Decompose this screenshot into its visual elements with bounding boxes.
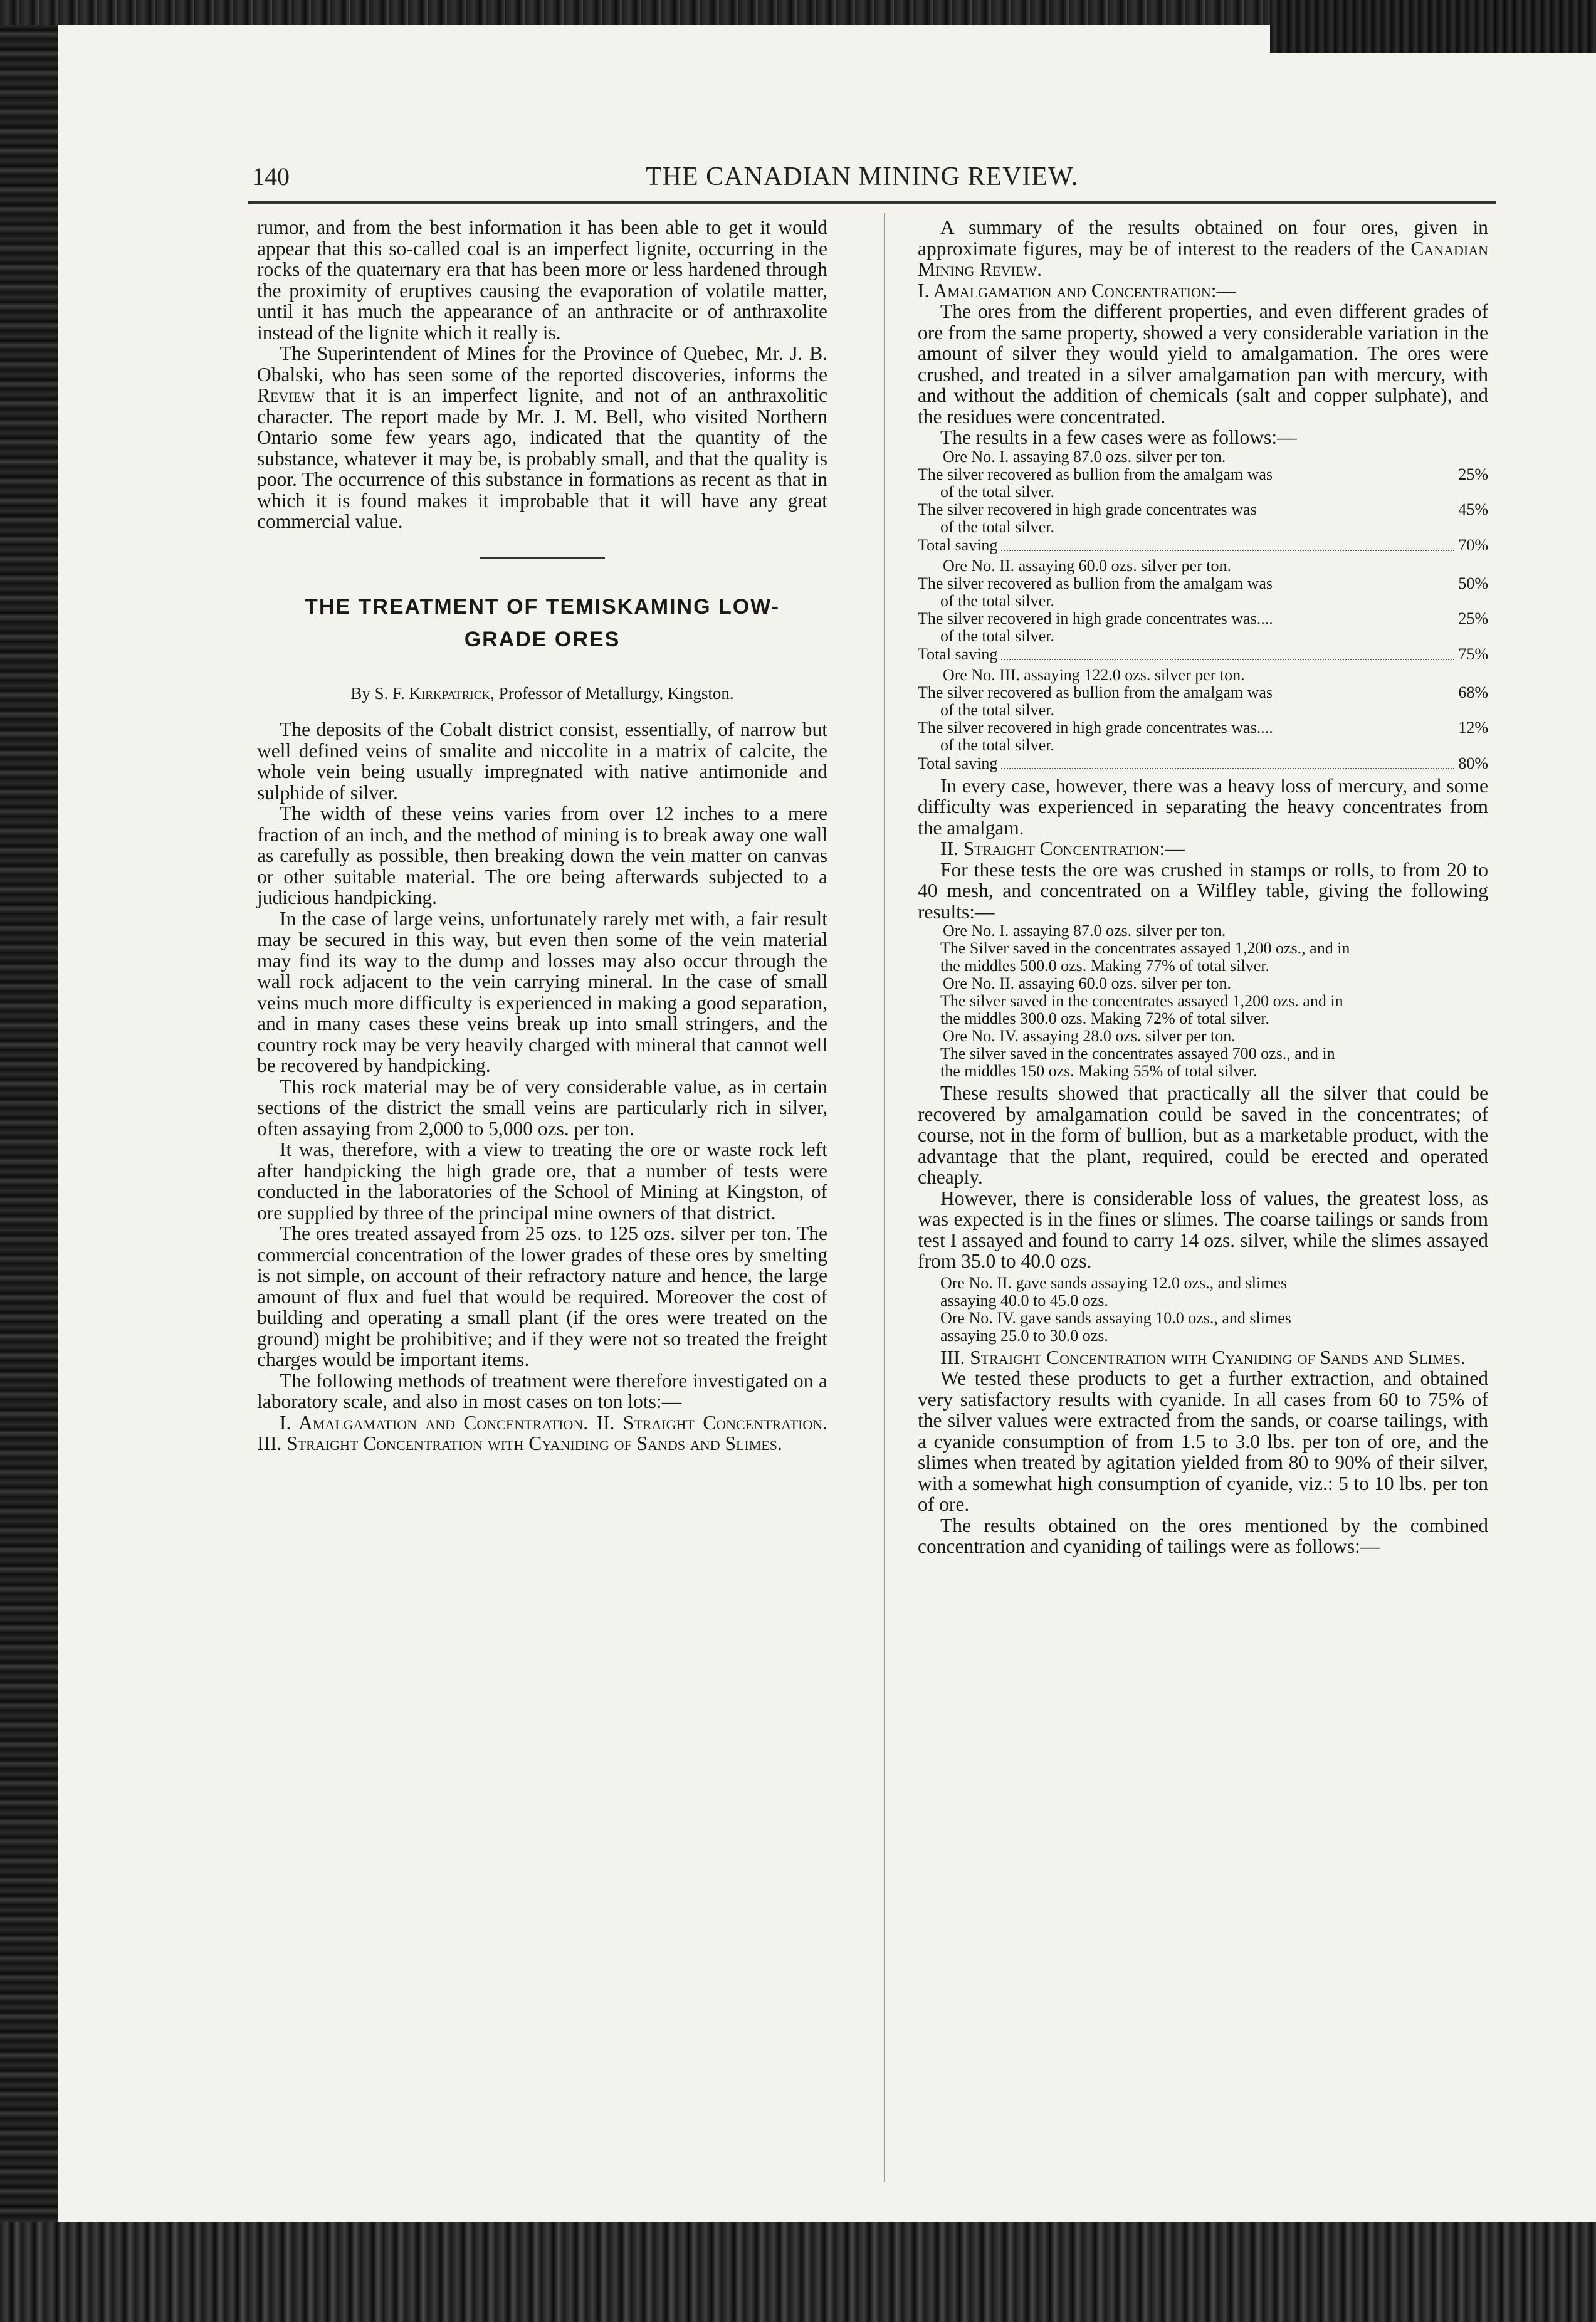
total-saving-percent: 80% [1458,754,1488,772]
of-total-text: of the total silver. [940,591,1054,610]
ore-heading: Ore No. II. assaying 60.0 ozs. silver per ton. [943,556,1231,575]
dot-leader [1001,754,1454,769]
byline-rest: , Professor of Metallurgy, Kingston. [490,683,734,703]
intro-after: . [1037,258,1042,280]
paragraph-section-3: We tested these products to get a further extraction, and obtained very satisfactory results with cyanide. In all cases from 60 to 75% of the silver values were extracted from the sands, or coarse tailings, with a cyanide consumption of from 1.5 to 3.0 lbs. per ton of ore, and the slimes when treated by agitation yielded from 80 to 90% of their silver, with a somewhat high consumption of cyanide, viz.: 5 to 10 lbs. per ton of ore. [918,1367,1488,1515]
paragraph-vein-width: The width of these veins varies from over 12 inches to a mere fraction of an inch, and the method of mining is to break away one wall as carefully as possible, then breaking down the vein matter on canvas or other suitable material. The ore being afterwards subjected to a judicious handpicking. [257,802,827,908]
scan-edge-left [0,0,58,2322]
note-line: Ore No. IV. gave sands assaying 10.0 ozs., and slimes [940,1308,1291,1327]
ore-heading: Ore No. III. assaying 122.0 ozs. silver per ton. [943,665,1245,684]
paragraph-combined-results: The results obtained on the ores mentioned by the combined concentration and cyaniding of tailings were as follows:— [918,1514,1488,1557]
note-line: assaying 25.0 to 30.0 ozs. [940,1326,1108,1345]
total-saving-row [918,536,1488,555]
section-3-heading: III. Straight Concentration with Cyaniding of Sands and Slimes. [940,1346,1466,1369]
scan-edge-bottom [0,2222,1596,2322]
result-line: the middles 300.0 ozs. Making 72% of total silver. [940,1009,1269,1027]
concentrates-row [918,610,1488,628]
byline-name: Kirkpatrick [409,683,491,703]
paragraph-tests: It was, therefore, with a view to treating the ore or waste rock left after handpicking the high grade ore, that a number of tests were conducted in the laboratories of the School of Mining at Kingston, of ore supplied by three of the principal mine owners of that district. [257,1138,827,1224]
paragraph-summary [918,217,1488,280]
result-line: The silver saved in the concentrates assayed 1,200 ozs. and in [940,992,1343,1010]
paragraph-coal-rumor: rumor, and from the best information it has been able to get it would appear that this so-called coal is an imperfect lignite, occurring in the rocks of the quaternary era that has been more or less hardened through the proximity of eruptives causing the evaporation of volatile matter, until it has much the appearance of an anthracite or of anthraxolite instead of the lignite which it really is. [257,216,827,344]
intro-before: A summary of the results obtained on four ores, given in approximate figures, may be of interest to the readers of the [918,216,1488,260]
concentrates-text: The silver recovered in high grade concentrates was.... [918,609,1273,628]
of-total-text: of the total silver. [940,735,1054,754]
bullion-percent: 25% [1458,465,1488,483]
byline-by: By S. F. [350,683,405,703]
result-line: the middles 150 ozs. Making 55% of total silver. [940,1062,1257,1080]
ore-result-block [918,557,1488,664]
article-title [257,591,827,656]
p2-after: that it is an imperfect lignite, and not of an anthraxolitic character. The report made by Mr. J. M. Bell, who visited Northern Ontario some few years ago, indicated that the quantity of the substance, whatever it may be, is probably small, and that the quality is poor. The occurrence of this substance in formations as recent as that in which it is found makes it improbable that it will have any great commercial value. [257,384,828,532]
dot-leader [1001,536,1454,551]
result-line: The Silver saved in the concentrates assayed 1,200 ozs., and in [940,939,1350,957]
paragraph-deposits: The deposits of the Cobalt district consist, essentially, of narrow but well defined veins of smalite and niccolite in a matrix of calcite, the whole vein being usually impregnated with native antimonide and sulphide of silver. [257,718,827,804]
bullion-row [918,575,1488,592]
paragraph-methods-list: I. Amalgamation and Concentration. II. Straight Concentration. III. Straight Concentration with Cyaniding of Sands and Slimes. [257,1411,827,1454]
total-saving-row [918,754,1488,773]
result-line: The silver saved in the concentrates assayed 700 ozs., and in [940,1044,1335,1063]
concentrates-percent: 45% [1458,500,1488,518]
paragraph-results-intro: The results in a few cases were as follows:— [940,426,1297,448]
total-saving-percent: 75% [1458,644,1488,663]
concentrates-percent: 12% [1458,718,1488,737]
section-1-heading: I. Amalgamation and Concentration:— [918,279,1237,302]
concentrates-text: The silver recovered in high grade concentrates was [918,500,1257,518]
of-total-text: of the total silver. [940,482,1054,501]
header-rule [248,201,1496,204]
left-column [257,217,827,1454]
paragraph-rock-material: This rock material may be of very considerable value, as in certain sections of the district the small veins are particularly rich in silver, often assaying from 2,000 to 5,000 ozs. per ton. [257,1075,827,1140]
article-title-line-2: GRADE ORES [464,627,621,651]
paragraph-section-2: For these tests the ore was crushed in stamps or rolls, to from 20 to 40 mesh, and concentrated on a Wilfley table, giving the following results:— [918,858,1488,923]
total-saving-label: Total saving [918,535,998,554]
bullion-percent: 68% [1458,683,1488,701]
bullion-row [918,684,1488,701]
total-saving-row [918,645,1488,664]
scan-edge-top-right [1270,0,1596,53]
note-line: assaying 40.0 to 45.0 ozs. [940,1291,1108,1310]
paragraph-large-veins: In the case of large veins, unfortunately rarely met with, a fair result may be secured in this way, but even then some of the vein material may find its way to the dump and losses may also occur through the wall rock adjacent to the vein carrying mineral. In the case of small veins much more difficulty is experienced in making a good separation, and in many cases these veins break up into small stringers, and the country rock may be very heavily charged with mineral that cannot well be recovered by handpicking. [257,907,827,1076]
concentrates-row [918,501,1488,518]
paragraph-loss-of-values: However, there is considerable loss of values, the greatest loss, as was expected is in the fines or slimes. The coarse tailings or sands from test I assayed and found to carry 14 ozs. silver, while the slimes assayed from 35.0 to 40.0 ozs. [918,1187,1488,1272]
ore-heading: Ore No. I. assaying 87.0 ozs. silver per ton. [943,922,1226,940]
of-total-text: of the total silver. [940,517,1054,536]
note-line: Ore No. II. gave sands assaying 12.0 ozs., and slimes [940,1273,1288,1292]
paragraph-methods-intro: The following methods of treatment were therefore investigated on a laboratory scale, and also in most cases on ton lots:— [257,1369,827,1412]
concentrates-row [918,719,1488,737]
bullion-text: The silver recovered as bullion from the amalgam was [918,574,1273,592]
of-total-text: of the total silver. [940,700,1054,719]
paragraph-mercury-loss: In every case, however, there was a heavy loss of mercury, and some difficulty was experienced in separating the heavy concentrates from the amalgam. [918,774,1488,839]
dot-leader [1001,645,1454,660]
bullion-text: The silver recovered as bullion from the amalgam was [918,465,1273,483]
bullion-percent: 50% [1458,574,1488,592]
ore-result-block [918,448,1488,555]
column-rule [884,213,885,2182]
bullion-row [918,466,1488,483]
ore-heading: Ore No. I. assaying 87.0 ozs. silver per ton. [943,447,1226,466]
total-saving-percent: 70% [1458,535,1488,554]
total-saving-label: Total saving [918,644,998,663]
journal-name: Canadian Mining Review [918,237,1489,280]
paragraph-section-1: The ores from the different properties, and even different grades of ore from the same property, showed a very considerable variation in the amount of silver they would yield to amalgamation. The ores were crushed, and treated in a silver amalgamation pan with mercury, with and without the addition of chemicals (salt and copper sulphate), and the residues were concentrated. [918,300,1488,428]
paragraph-ores-treated: The ores treated assayed from 25 ozs. to 125 ozs. silver per ton. The commercial concentration of the lower grades of these ores by smelting is not simple, on account of their refractory nature and hence, the large amount of flux and fuel that would be required. Moreover the cost of building and operating a small plant (if the ores were treated on the ground) might be prohibitive; and if they were not so treated the freight charges would be important items. [257,1222,827,1370]
ore-heading: Ore No. II. assaying 60.0 ozs. silver per ton. [943,974,1231,992]
page-number: 140 [252,162,290,191]
section-divider [480,557,605,559]
section-2-heading: II. Straight Concentration:— [940,838,1185,859]
byline [257,683,827,705]
p2-before: The Superintendent of Mines for the Province of Quebec, Mr. J. B. Obalski, who has seen some of the reported discoveries, informs the [257,342,827,386]
total-saving-label: Total saving [918,754,998,772]
article-title-line-1: THE TREATMENT OF TEMISKAMING LOW- [305,594,780,619]
sands-slimes-notes [918,1274,1488,1345]
result-line: the middles 500.0 ozs. Making 77% of total silver. [940,957,1269,975]
ore-result-block [918,666,1488,773]
of-total-text: of the total silver. [940,626,1054,645]
bullion-text: The silver recovered as bullion from the amalgam was [918,683,1273,701]
paragraph-results-showed: These results showed that practically all the silver that could be recovered by amalgamation could be saved in the concentrates; of course, not in the form of bullion, but as a marketable product, with the advantage that the plant, required, could be erected and operated cheaply. [918,1082,1488,1188]
review-word: Review [257,384,315,406]
paragraph-superintendent [257,343,827,532]
ore-heading: Ore No. IV. assaying 28.0 ozs. silver per ton. [943,1027,1236,1045]
concentration-results [918,922,1488,1080]
right-column [918,217,1488,1557]
running-header-title: THE CANADIAN MINING REVIEW. [646,162,1079,191]
concentrates-text: The silver recovered in high grade concentrates was.... [918,718,1273,737]
concentrates-percent: 25% [1458,609,1488,628]
